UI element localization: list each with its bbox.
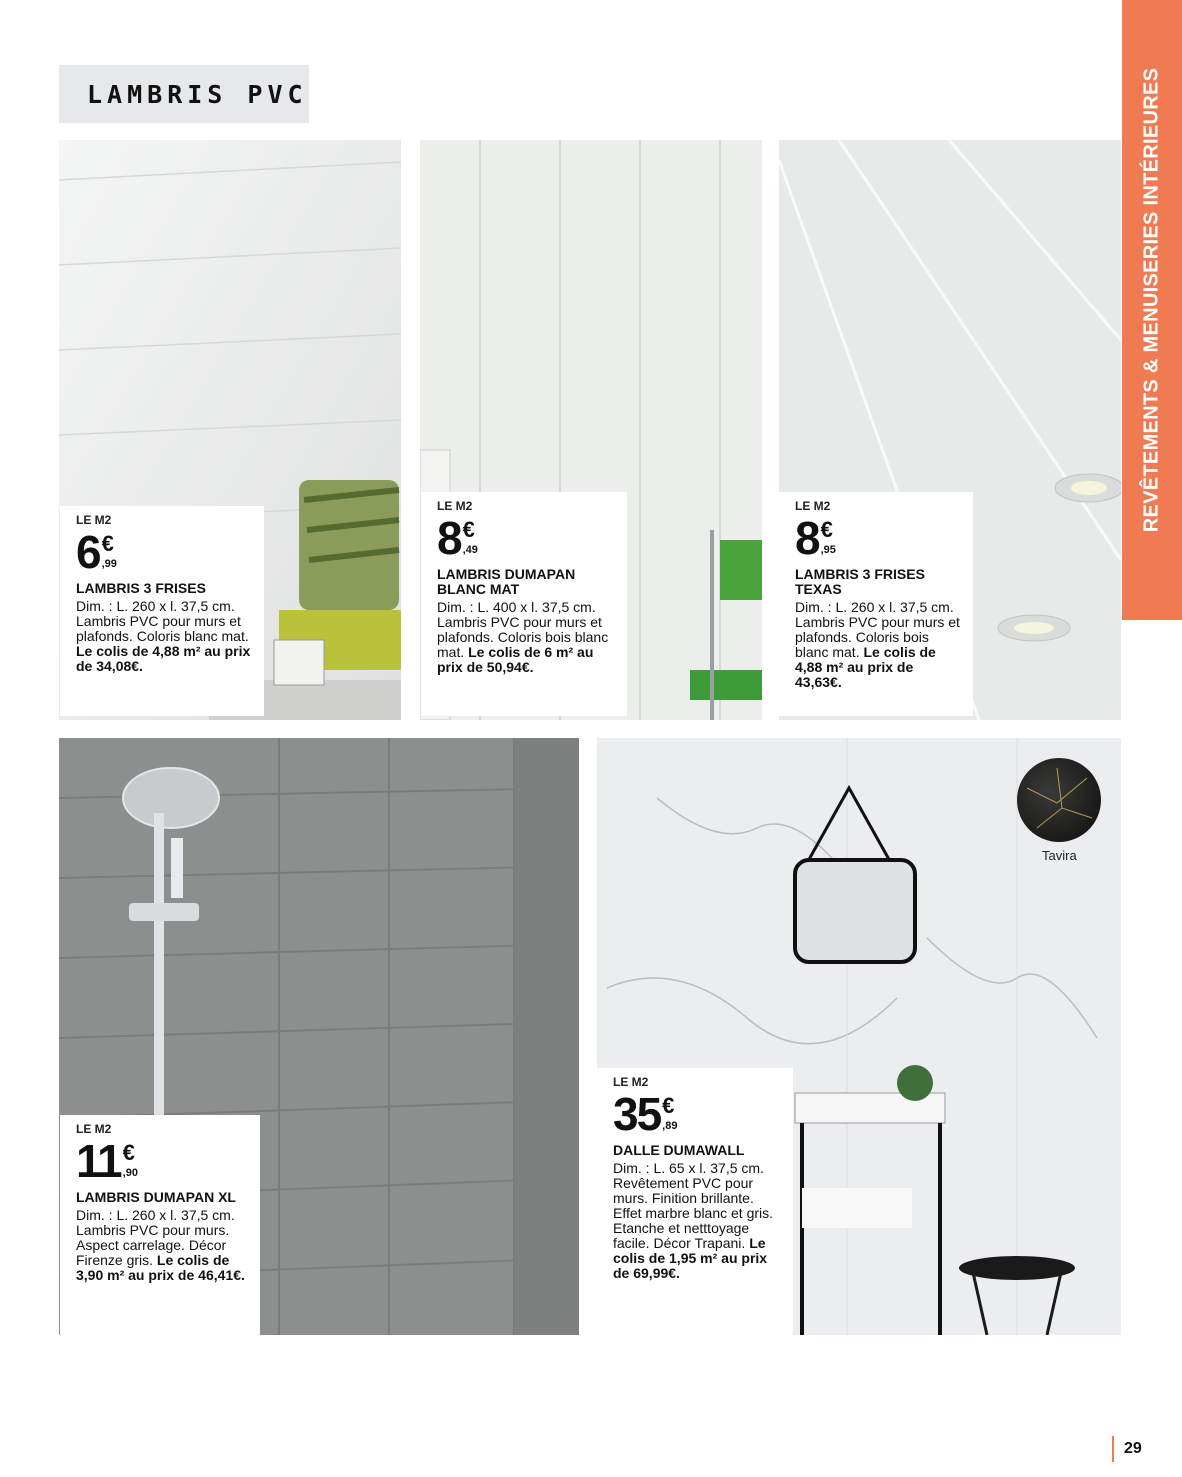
product-package-price: Le colis de 4,88 m² au prix de 43,63€. [795, 644, 936, 690]
price-unit: LE M2 [76, 1122, 112, 1136]
product-description: Dim. : L. 65 x l. 37,5 cm. Revêtement PVC pour murs. Finition brillante. Effet marbre blanc et gris. Etanche et netttoyage facile. Décor Trapani. Le colis de 1,95 m² au prix de 69,99€. [613, 1160, 774, 1281]
product-card [421, 492, 627, 716]
price-cents: ,99 [101, 558, 117, 570]
price-cents: ,89 [662, 1120, 678, 1132]
swatch-tavira-icon [1017, 758, 1101, 842]
product-card [597, 1068, 793, 1335]
product-description: Dim. : L. 260 x l. 37,5 cm. Lambris PVC pour murs. Aspect carrelage. Décor Firenze gris. Le colis de 3,90 m² au prix de 46,41€. [76, 1207, 245, 1283]
price-unit: LE M2 [437, 499, 473, 513]
swatch-tavira-label: Tavira [1042, 848, 1077, 863]
price-integer: 6 [76, 526, 100, 578]
price-integer: 35 [613, 1088, 661, 1140]
section-title [59, 65, 309, 123]
page-number: 29 [1112, 1436, 1142, 1462]
product-name: LAMBRIS DUMAPAN XL [76, 1189, 236, 1205]
price-unit: LE M2 [76, 513, 112, 527]
price-currency: € [122, 1140, 135, 1165]
price-currency: € [662, 1093, 675, 1118]
price-cents: ,49 [462, 544, 478, 556]
price-currency: € [820, 517, 833, 542]
price-unit: LE M2 [795, 499, 831, 513]
price-integer: 8 [795, 512, 819, 564]
section-title-text: LAMBRIS PVC [87, 79, 308, 109]
price [613, 1088, 783, 1140]
price-integer: 8 [437, 512, 461, 564]
product-package-price: Le colis de 4,88 m² au prix de 34,08€. [76, 643, 251, 674]
price-cents: ,95 [820, 544, 836, 556]
product-description: Dim. : L. 260 x l. 37,5 cm. Lambris PVC pour murs et plafonds. Coloris bois blanc mat. Le colis de 4,88 m² au prix de 43,63€. [795, 599, 960, 690]
product-name: DALLE DUMAWALL [613, 1142, 745, 1158]
price [795, 512, 963, 564]
product-card [60, 1115, 260, 1335]
price [76, 526, 254, 578]
product-package-price: Le colis de 3,90 m² au prix de 46,41€. [76, 1252, 245, 1283]
product-name: LAMBRIS 3 FRISES [76, 580, 206, 596]
price-cents: ,90 [122, 1167, 138, 1179]
product-name: LAMBRIS 3 FRISES TEXAS [795, 566, 925, 597]
product-package-price: Le colis de 1,95 m² au prix de 69,99€. [613, 1235, 768, 1281]
product-card [779, 492, 973, 716]
price-integer: 11 [76, 1135, 121, 1187]
price [76, 1135, 250, 1187]
category-side-tab [1122, 0, 1182, 620]
price [437, 512, 617, 564]
price-currency: € [462, 517, 475, 542]
product-package-price: Le colis de 6 m² au prix de 50,94€. [437, 644, 594, 675]
product-name: LAMBRIS DUMAPAN BLANC MAT [437, 566, 576, 597]
price-unit: LE M2 [613, 1075, 649, 1089]
product-description: Dim. : L. 400 x l. 37,5 cm. Lambris PVC pour murs et plafonds. Coloris bois blanc mat. Le colis de 6 m² au prix de 50,94€. [437, 599, 609, 675]
product-card [60, 506, 264, 716]
category-side-tab-label: REVÊTEMENTS & MENUISERIES INTÉRIEURES [1140, 67, 1163, 533]
price-currency: € [101, 531, 114, 556]
product-description: Dim. : L. 260 x l. 37,5 cm. Lambris PVC pour murs et plafonds. Coloris blanc mat. Le colis de 4,88 m² au prix de 34,08€. [76, 598, 251, 674]
